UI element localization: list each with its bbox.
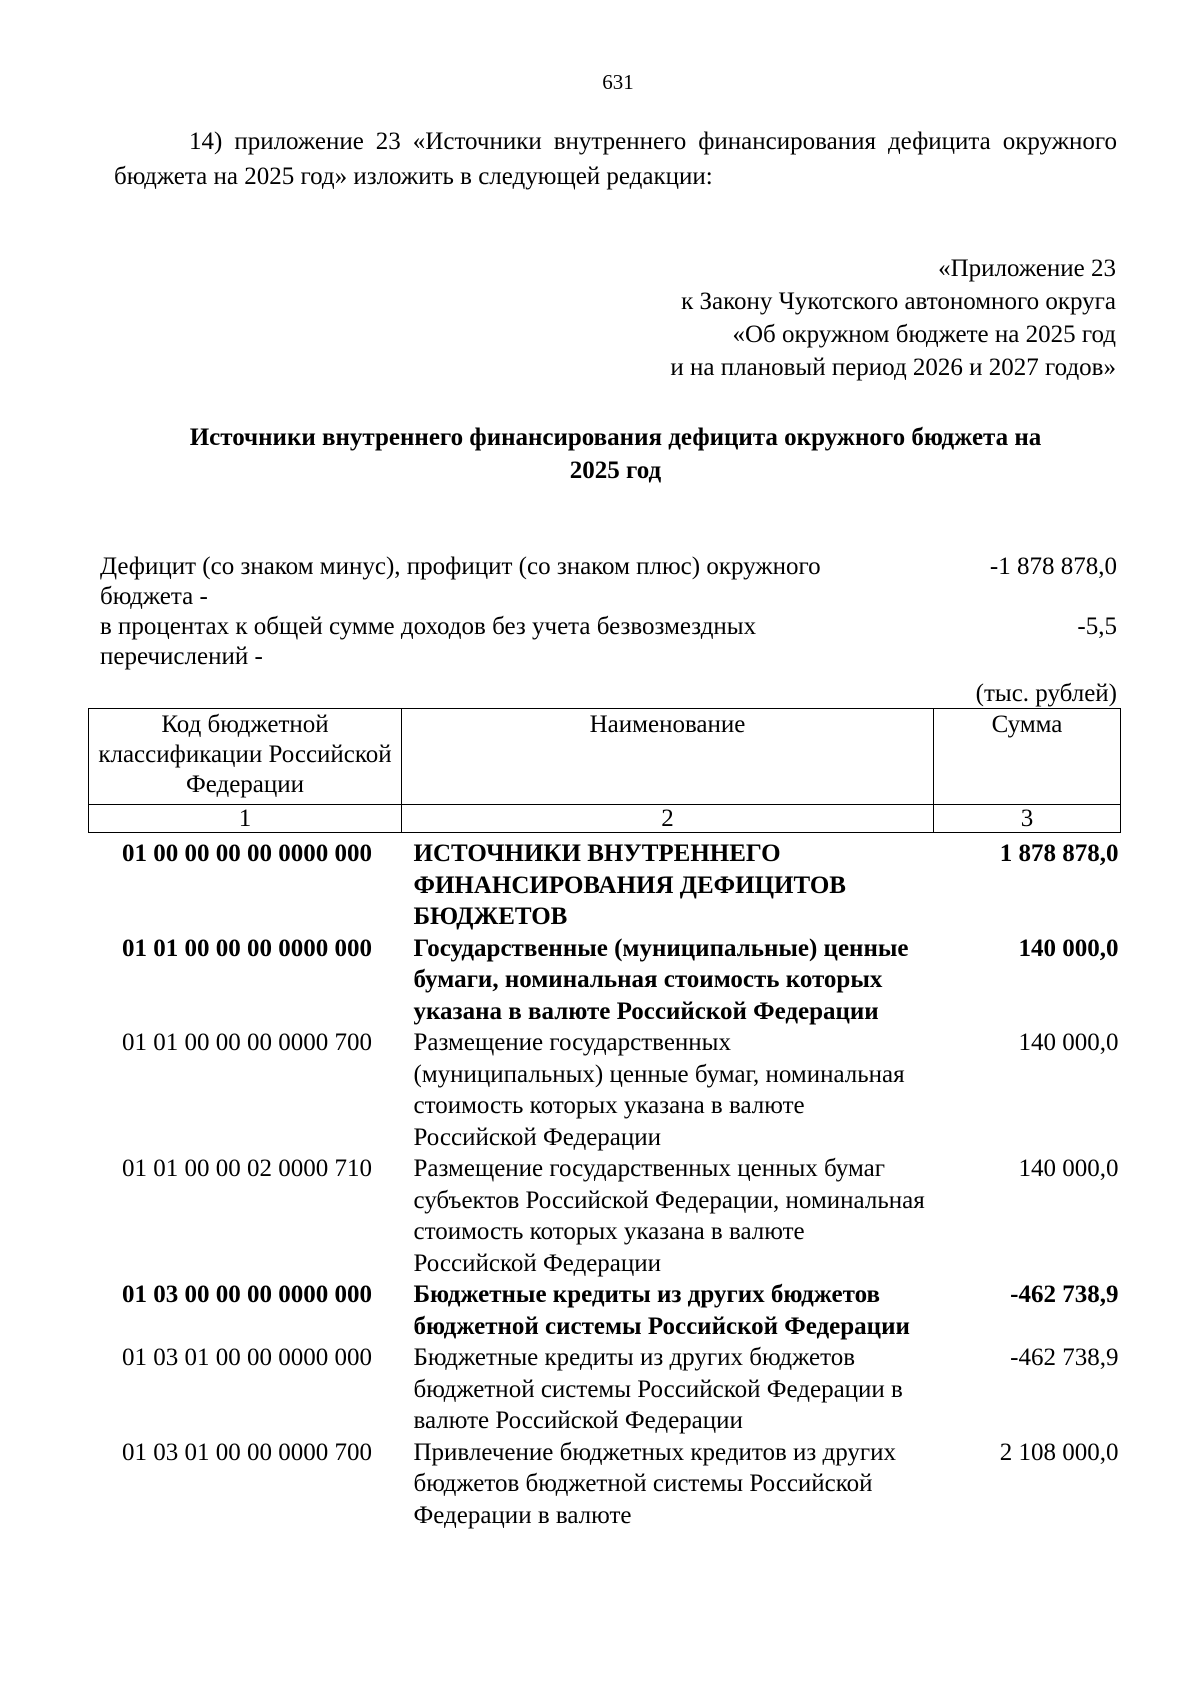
row-sum: -462 738,9 xyxy=(1010,1344,1119,1371)
row-sum: 140 000,0 xyxy=(1018,1155,1119,1182)
row-code: 01 03 01 00 00 0000 700 xyxy=(122,1438,372,1466)
row-name: Размещение государственных ценных бумаг субъектов Российской Федерации, номинальная стоимость которых указана в валюте Российской Федерации xyxy=(413,1155,925,1277)
deficit-label: Дефицит (со знаком минус), профицит (со знаком плюс) окружного бюджета - xyxy=(100,553,821,610)
appendix-line: к Закону Чукотского автономного округа xyxy=(681,288,1116,315)
row-name: Привлечение бюджетных кредитов из других бюджетов бюджетной системы Российской Федерации в валюте xyxy=(413,1438,897,1529)
column-number: 2 xyxy=(402,805,934,833)
table-row xyxy=(89,1027,1121,1153)
deficit-percent-value: -5,5 xyxy=(1077,613,1117,640)
appendix-header xyxy=(670,252,1116,384)
table-row xyxy=(89,833,1121,933)
table-row xyxy=(89,1342,1121,1437)
row-code: 01 03 01 00 00 0000 000 xyxy=(122,1344,372,1371)
deficit-summary xyxy=(100,552,1117,672)
row-code: 01 00 00 00 00 0000 000 xyxy=(122,840,372,867)
row-name: Бюджетные кредиты из других бюджетов бюджетной системы Российской Федерации в валюте Российской Федерации xyxy=(413,1344,903,1434)
title-line: Источники внутреннего финансирования дефицита окружного бюджета на xyxy=(189,424,1042,451)
appendix-line: «Приложение 23 xyxy=(938,255,1116,282)
table-header-row xyxy=(89,709,1121,805)
deficit-row xyxy=(100,552,1117,612)
appendix-line: «Об окружном бюджете на 2025 год xyxy=(732,321,1116,348)
row-code: 01 01 00 00 00 0000 700 xyxy=(122,1029,372,1056)
document-title xyxy=(114,421,1117,487)
header-sum: Сумма xyxy=(934,709,1121,805)
column-number-row xyxy=(89,805,1121,833)
deficit-percent-label: в процентах к общей сумме доходов без учета безвозмездных перечислений - xyxy=(100,613,757,670)
header-code: Код бюджетной классификации Российской Федерации xyxy=(89,709,402,805)
column-number: 3 xyxy=(934,805,1121,833)
title-line: 2025 год xyxy=(569,457,662,484)
row-sum: 1 878 878,0 xyxy=(999,840,1119,867)
page-number: 631 xyxy=(602,70,634,94)
row-name: Бюджетные кредиты из других бюджетов бюджетной системы Российской Федерации xyxy=(413,1281,910,1340)
table-row xyxy=(89,1279,1121,1342)
row-name: Размещение государственных (муниципальных) ценные бумаг, номинальная стоимость которых указана в валюте Российской Федерации xyxy=(413,1029,905,1151)
deficit-value: -1 878 878,0 xyxy=(989,553,1117,580)
row-code: 01 03 00 00 00 0000 000 xyxy=(122,1281,372,1308)
row-sum: 2 108 000,0 xyxy=(999,1438,1119,1466)
units-label: (тыс. рублей) xyxy=(975,680,1117,707)
table-row xyxy=(89,1153,1121,1279)
deficit-percent-row xyxy=(100,612,1117,672)
row-name: ИСТОЧНИКИ ВНУТРЕННЕГО ФИНАНСИРОВАНИЯ ДЕФИЦИТОВ БЮДЖЕТОВ xyxy=(413,840,846,930)
row-code: 01 01 00 00 00 0000 000 xyxy=(122,934,372,962)
table-row xyxy=(89,1437,1121,1532)
header-name: Наименование xyxy=(402,709,934,805)
intro-paragraph: 14) приложение 23 «Источники внутреннего финансирования дефицита окружного бюджета на 2025 год» изложить в следующей редакции: xyxy=(114,128,1117,190)
table-row xyxy=(89,933,1121,1028)
financing-sources-table xyxy=(88,708,1121,1531)
row-sum: 140 000,0 xyxy=(1018,1029,1119,1056)
row-sum: -462 738,9 xyxy=(1010,1281,1119,1308)
row-name: Государственные (муниципальные) ценные бумаги, номинальная стоимость которых указана в валюте Российской Федерации xyxy=(413,934,909,1025)
column-number: 1 xyxy=(89,805,402,833)
row-sum: 140 000,0 xyxy=(1018,934,1119,962)
appendix-line: и на плановый период 2026 и 2027 годов» xyxy=(670,354,1116,381)
row-code: 01 01 00 00 02 0000 710 xyxy=(122,1155,372,1182)
